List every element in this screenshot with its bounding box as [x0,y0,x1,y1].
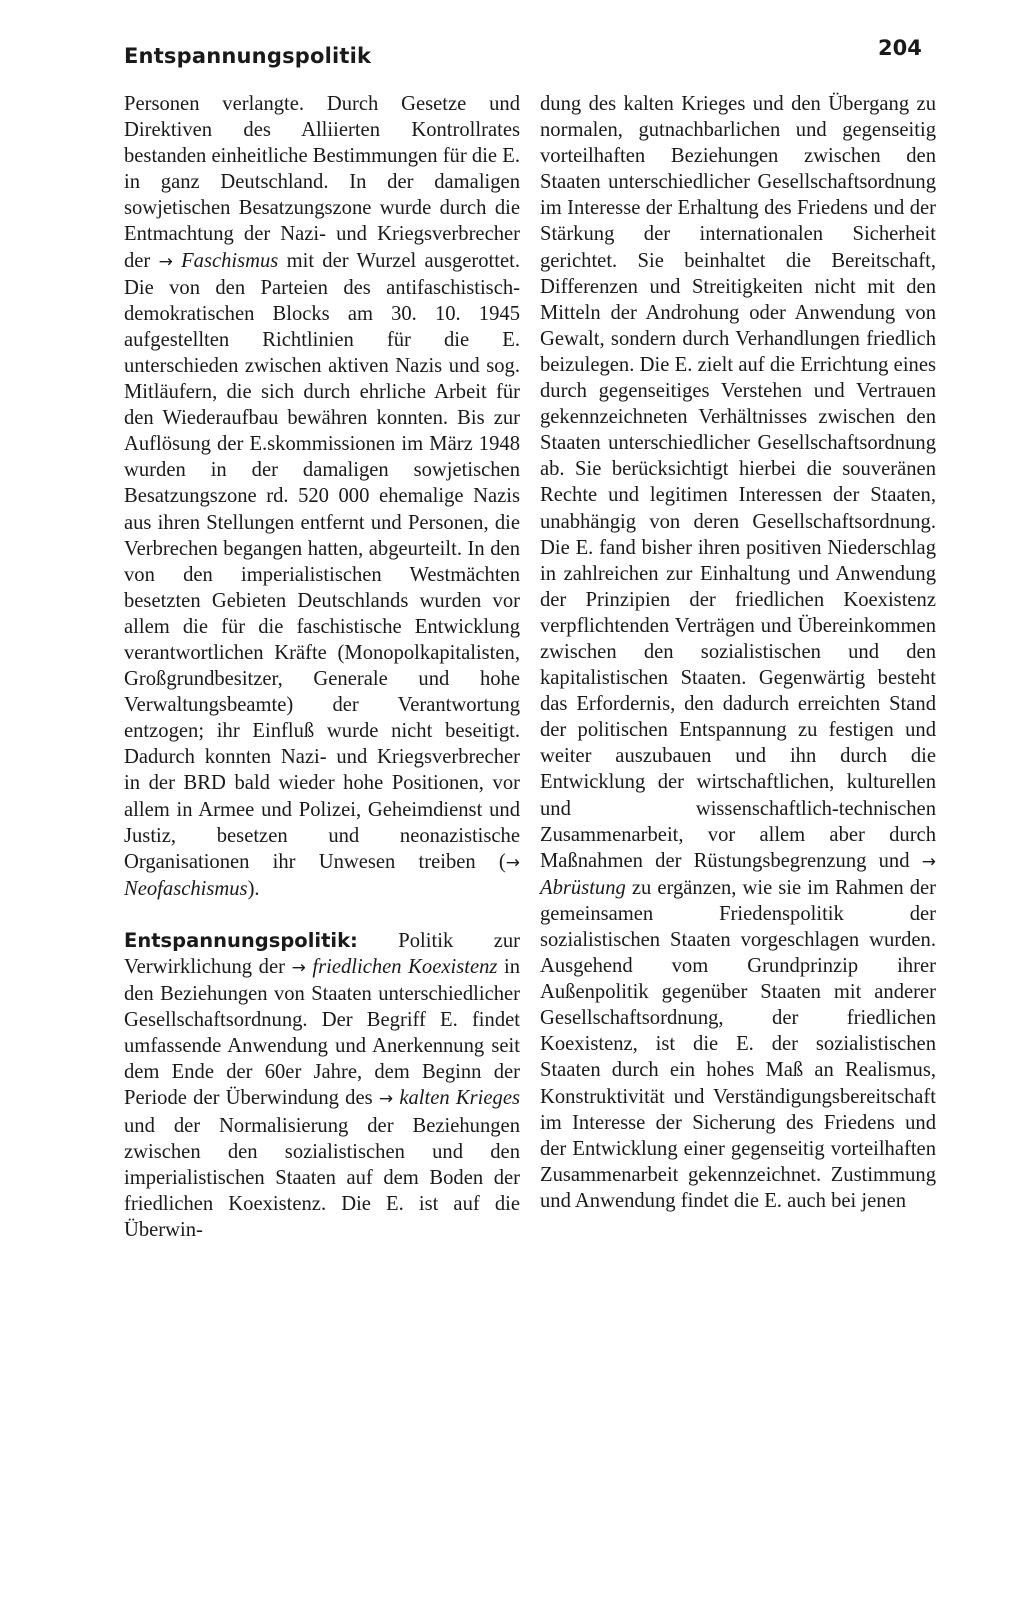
paragraph-text: in den Beziehungen von Staaten unterschiedlicher Gesellschaftsordnung. Der Begriff E. findet umfassende Anwendung und Anerkennung seit dem Ende der 60er Jahre, dem Beginn der Periode der Überwindung des [124,956,520,1110]
paragraph-continuation [124,91,520,902]
running-head: Entspannungspolitik [124,44,372,68]
paragraph-text: mit der Wurzel ausgerottet. Die von den Parteien des antifaschistisch-demokratischen Blocks am 30. 10. 1945 aufgestellten Richtlinien für die E. unterschieden zwischen aktiven Nazis und sog. Mitläufern, die sich durch ehrliche Arbeit für den Wiederaufbau bewähren konnten. Bis zur Auflösung der E.skommissionen im März 1948 wurden in der damaligen sowjetischen Besatzungszone rd. 520 000 ehemalige Nazis aus ihren Stellungen entfernt und Personen, die Verbrechen begangen hatten, abgeurteilt. In den von den imperialistischen Westmächten besetzten Gebieten Deutschlands wurden vor allem die für die faschistische Entwicklung verantwortlichen Kräfte (Monopolkapitalisten, Großgrundbesitzer, Generale und hohe Verwaltungsbeamte) der Verantwortung entzogen; ihr Einfluß wurde nicht beseitigt. Dadurch konnten Nazi- und Kriegsverbrecher in der BRD bald wieder hohe Positionen, vor allem in Armee und Polizei, Geheimdienst und Justiz, besetzen und neonazistische Organisationen ihr Unwesen treiben ( [124,249,521,873]
cross-reference-term: Abrüstung [540,876,626,899]
cross-reference-arrow-icon: → [921,851,936,872]
dictionary-entry [124,928,520,1243]
paragraph-text: dung des kalten Krieges und den Übergang zu normalen, gutnachbarlichen und gegenseitig vorteilhaften Beziehungen zwischen den Staaten unterschiedlicher Gesellschaftsordnung im Interesse der Erhaltung des Friedens und der Stärkung der internationalen Sicherheit gerichtet. Sie beinhaltet die Bereitschaft, Differenzen und Streitigkeiten nicht mit den Mitteln der Androhung oder Anwendung von Gewalt, sondern durch Verhandlungen friedlich beizulegen. Die E. zielt auf die Errichtung eines durch gegenseitiges Verstehen und Vertrauen gekennzeichneten Verhältnisses zwischen den Staaten unterschiedlicher Gesellschaftsordnung ab. Sie berücksichtigt hierbei die souveränen Rechte und legitimen Interessen der Staaten, unabhängig von deren Gesellschaftsordnung. Die E. fand bisher ihren positiven Niederschlag in zahlreichen zur Einhaltung und Anwendung der Prinzipien der friedlichen Koexistenz verpflichtenden Verträgen und Übereinkommen zwischen den sozialistischen und den kapitalistischen Staaten. Gegenwärtig besteht das Erfordernis, den dadurch erreichten Stand der politischen Entspannung zu festigen und weiter auszubauen und ihn durch die Entwicklung der wirtschaftlichen, kulturellen und wissenschaftlich-technischen Zusammenarbeit, vor allem aber durch Maßnahmen der Rüstungsbegrenzung und [540,93,936,872]
cross-reference-arrow-icon: → [291,958,306,978]
cross-reference-arrow-icon: → [158,251,173,272]
paragraph-continuation [540,91,936,1214]
cross-reference-term: Neofaschismus [124,877,248,900]
cross-reference-term: Faschismus [181,249,279,272]
paragraph-text: zu ergänzen, wie sie im Rahmen der gemeinsamen Friedenspolitik der sozialistischen Staaten vorgeschlagen wurden. Ausgehend vom Grundprinzip ihrer Außenpolitik gegenüber Staaten mit anderer Gesellschaftsordnung, der friedlichen Koexistenz, ist die E. der sozialistischen Staaten durch ein hohes Maß an Realismus, Konstruktivität und Verständigungsbereitschaft im Interesse der Sicherung des Friedens und der Entwicklung einer gegenseitig vorteilhaften Zusammenarbeit gekennzeichnet. Zustimmung und Anwendung findet die E. auch bei jenen [540,876,936,1212]
page-number: 204 [878,36,922,60]
right-column [540,91,936,1214]
paragraph-text: und der Normalisierung der Beziehungen zwischen den sozialistischen und den imperialistischen Staaten auf dem Boden der friedlichen Koexistenz. Die E. ist auf die Überwin- [124,1114,520,1241]
paragraph-text: Politik zur Verwirklichung der [124,929,520,978]
paragraph-text: Personen verlangte. Durch Gesetze und Direktiven des Alliierten Kontrollrates bestanden einheitliche Bestimmungen für die E. in ganz Deutschland. In der damaligen sowjetischen Besatzungszone wurde durch die Entmachtung der Nazi- und Kriegsverbrecher der [124,93,520,272]
cross-reference-arrow-icon: → [378,1089,394,1110]
entry-headword: Entspannungspolitik: [124,928,358,952]
cross-reference-term: friedlichen Koexistenz [312,956,498,978]
cross-reference-arrow-icon: → [505,852,520,873]
cross-reference-term: kalten Krieges [399,1087,520,1110]
left-column [124,91,520,1243]
paragraph-text: ). [247,877,260,900]
